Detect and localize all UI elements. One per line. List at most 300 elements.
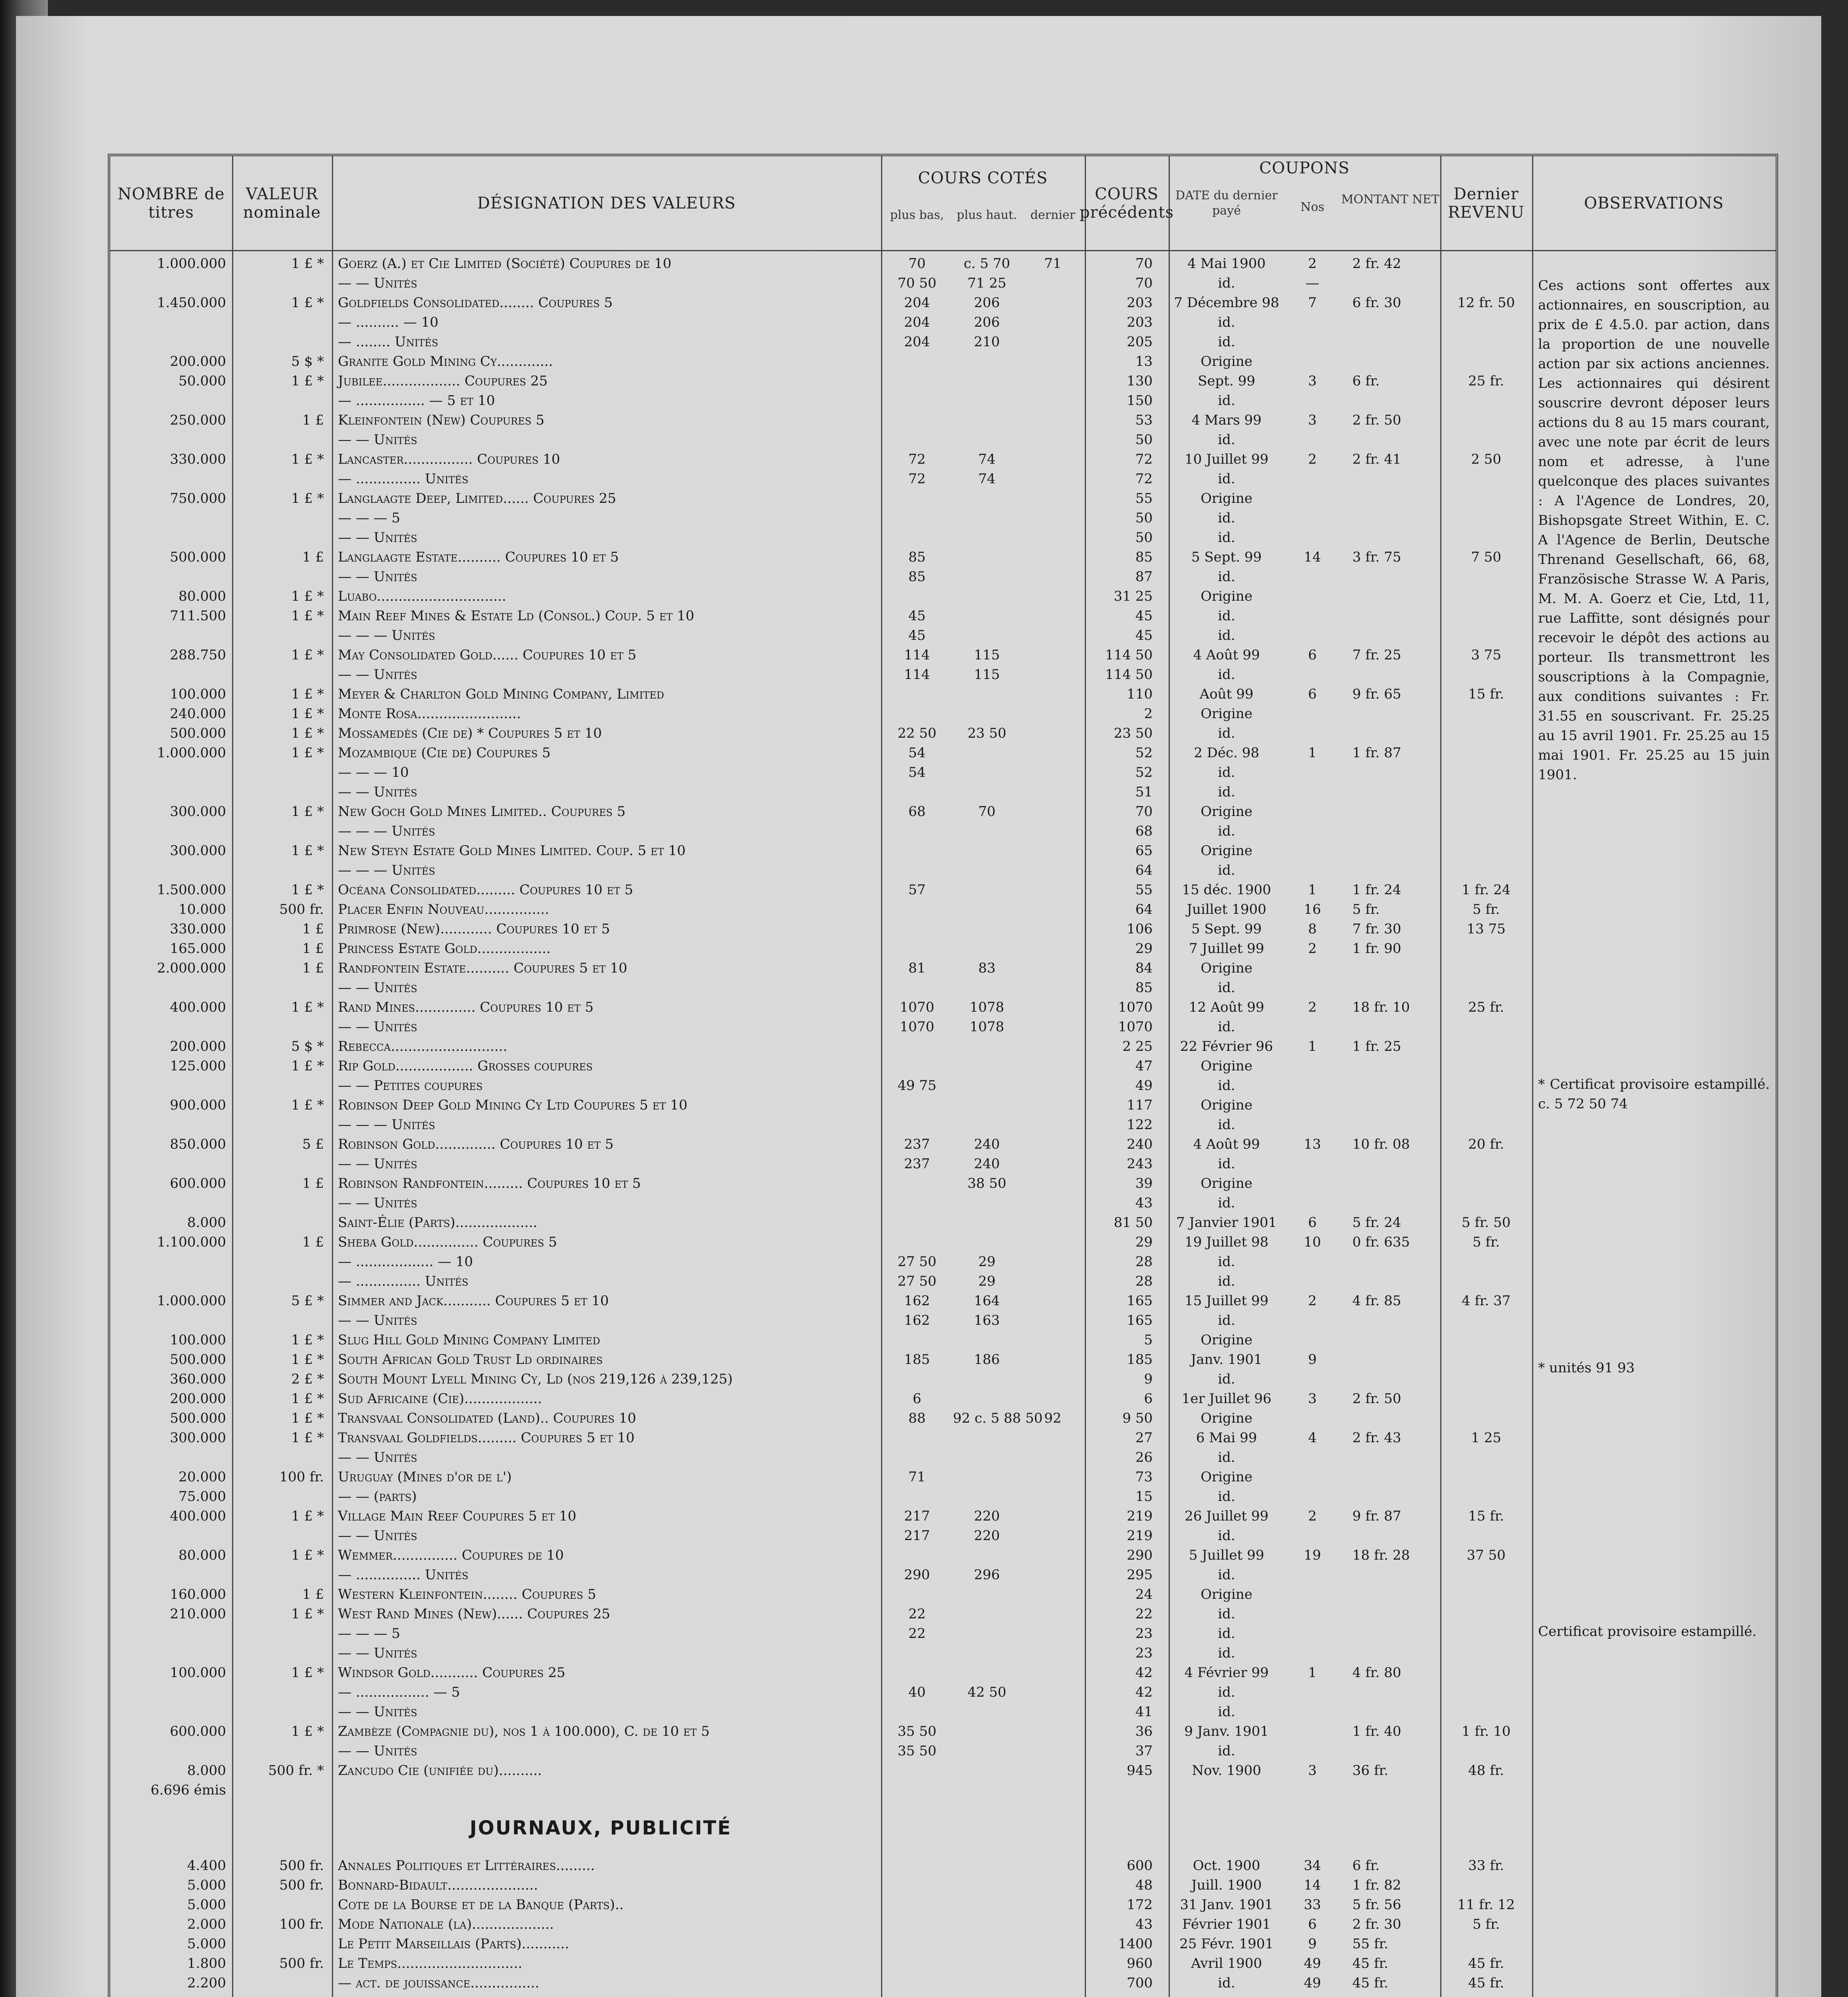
cell-des: Luabo..............................	[338, 588, 506, 604]
table-row	[110, 1781, 1776, 1800]
cell-nb: 200.000	[170, 1038, 226, 1054]
table-row	[110, 1311, 1776, 1330]
cell-des: South Mount Lyell Mining Cy, Ld (nos 219,126 à 239,125)	[338, 1371, 733, 1387]
cell-des: — ................ — 5 et 10	[338, 393, 495, 409]
cell-nb: 4.400	[187, 1858, 226, 1874]
cell-prec: 29	[1135, 941, 1153, 957]
cell-date: 9 Janv. 1901	[1184, 1723, 1269, 1739]
cell-rev: 5 fr.	[1472, 1234, 1500, 1250]
cell-nb: 8.000	[187, 1763, 226, 1779]
cell-nb: 1.000.000	[157, 1293, 226, 1309]
table-row	[110, 371, 1776, 391]
cell-des: — — Unités	[338, 1743, 417, 1759]
cell-haut: 74	[978, 451, 996, 467]
cell-val: 1 £ *	[291, 1508, 324, 1524]
table-row	[110, 1056, 1776, 1076]
cell-val: 500 fr. *	[268, 1763, 324, 1779]
cell-bas: 1070	[899, 1019, 935, 1035]
cell-date: Janv. 1901	[1191, 1352, 1262, 1368]
cell-prec: 28	[1135, 1254, 1153, 1270]
cell-prec: 31 25	[1114, 588, 1153, 604]
cell-prec: 42	[1135, 1684, 1153, 1700]
cell-nb: 75.000	[179, 1489, 226, 1505]
cell-haut: 70	[978, 804, 996, 820]
cell-des: Mozambique (Cie de) Coupures 5	[338, 745, 551, 761]
cell-date: 26 Juillet 99	[1184, 1508, 1269, 1524]
cell-date: id.	[1218, 1312, 1235, 1328]
cell-mnt: 45 fr.	[1352, 1975, 1388, 1991]
cell-prec: 945	[1127, 1763, 1153, 1779]
cell-des: — — Unités	[338, 1449, 417, 1465]
cell-nb: 2.000.000	[157, 960, 226, 976]
cell-mnt: 9 fr. 65	[1352, 686, 1401, 702]
cell-val: 1 £	[302, 1234, 324, 1250]
cell-rev: 5 fr.	[1472, 1916, 1500, 1932]
cell-des: May Consolidated Gold...... Coupures 10 et 5	[338, 647, 637, 663]
table-row	[110, 352, 1776, 371]
cell-val: 100 fr.	[279, 1916, 324, 1932]
cell-der: 92	[1044, 1410, 1062, 1426]
cell-val: 1 £ *	[291, 1391, 324, 1407]
cell-date: Origine	[1201, 1097, 1253, 1113]
table-row	[110, 1409, 1776, 1428]
cell-nb: 1.500.000	[157, 882, 226, 898]
cell-des: Robinson Deep Gold Mining Cy Ltd Coupures 5 et 10	[338, 1097, 688, 1113]
cell-nb: 200.000	[170, 353, 226, 369]
cell-nb: 20.000	[179, 1469, 226, 1485]
cell-date: Février 1901	[1182, 1916, 1271, 1932]
cell-prec: 172	[1127, 1897, 1153, 1913]
cell-date: 31 Janv. 1901	[1180, 1897, 1273, 1913]
cell-val: 100 fr.	[279, 1469, 324, 1485]
cell-des: Mode Nationale (la)...................	[338, 1916, 554, 1932]
cell-prec: 23	[1135, 1645, 1153, 1661]
cell-nb: 1.800	[187, 1955, 226, 1971]
cell-val: 1 £	[302, 412, 324, 428]
cell-date: id.	[1218, 275, 1235, 291]
cell-date: 4 Février 99	[1184, 1665, 1269, 1681]
cell-mnt: 1 fr. 25	[1352, 1038, 1401, 1054]
table-row	[110, 469, 1776, 489]
cell-mnt: 2 fr. 50	[1352, 1391, 1401, 1407]
table-row	[110, 430, 1776, 450]
table-row	[110, 1624, 1776, 1644]
cell-val: 1 £	[302, 960, 324, 976]
cell-prec: 70	[1135, 804, 1153, 820]
cell-des: — .......... — 10	[338, 314, 439, 330]
cell-prec: 24	[1135, 1586, 1153, 1602]
table-row	[110, 1546, 1776, 1565]
cell-nb: 10.000	[179, 901, 226, 917]
cell-nos: 19	[1304, 1547, 1321, 1563]
cell-nb: 2.200	[187, 1975, 226, 1991]
cell-date: Origine	[1201, 1332, 1253, 1348]
cell-des: Kleinfontein (New) Coupures 5	[338, 412, 545, 428]
cell-prec: 64	[1135, 862, 1153, 878]
cell-des: — — Unités	[338, 1195, 417, 1211]
cell-des: Le Petit Marseillais (Parts)...........	[338, 1936, 569, 1952]
cell-prec: 13	[1135, 353, 1153, 369]
cell-des: Windsor Gold........... Coupures 25	[338, 1665, 566, 1681]
cell-bas: 81	[908, 960, 926, 976]
cell-date: 15 déc. 1900	[1182, 882, 1271, 898]
cell-prec: 2 25	[1122, 1038, 1153, 1054]
cell-nos: 3	[1308, 373, 1317, 389]
cell-prec: 51	[1135, 784, 1153, 800]
cell-date: id.	[1218, 608, 1235, 624]
cell-rev: 5 fr.	[1472, 901, 1500, 917]
cell-des: — — — Unités	[338, 1117, 435, 1133]
cell-nb: 500.000	[170, 1410, 226, 1426]
cell-nb: 360.000	[170, 1371, 226, 1387]
cell-nb: 1.000.000	[157, 256, 226, 272]
cell-date: id.	[1218, 1117, 1235, 1133]
cell-rev: 15 fr.	[1468, 686, 1504, 702]
cell-des: Saint-Élie (Parts)...................	[338, 1215, 538, 1231]
cell-mnt: 3 fr. 75	[1352, 549, 1401, 565]
cell-haut: 206	[974, 314, 1000, 330]
cell-des: — — — 5	[338, 510, 401, 526]
cell-nos: 9	[1308, 1936, 1317, 1952]
cell-haut: 240	[974, 1136, 1000, 1152]
cell-val: 1 £ *	[291, 1606, 324, 1622]
cell-bas: 68	[908, 804, 926, 820]
cell-prec: 165	[1127, 1293, 1153, 1309]
cell-date: id.	[1218, 1371, 1235, 1387]
cell-prec: 185	[1127, 1352, 1153, 1368]
table-row	[110, 1272, 1776, 1291]
cell-nb: 2.000	[187, 1916, 226, 1932]
cell-haut: 92 c. 5 88 50	[953, 1410, 1043, 1426]
cell-nb: 288.750	[170, 647, 226, 663]
table-row	[110, 313, 1776, 332]
cell-bas: 49 75	[897, 1078, 937, 1094]
cell-date: 5 Sept. 99	[1191, 921, 1262, 937]
table-row	[110, 1350, 1776, 1370]
cell-bas: 1070	[899, 999, 935, 1015]
table-row	[110, 528, 1776, 548]
cell-haut: 1078	[969, 999, 1004, 1015]
cell-rev: 4 fr. 37	[1461, 1293, 1511, 1309]
cell-val: 5 £	[302, 1136, 324, 1152]
cell-mnt: 1 fr. 87	[1352, 745, 1401, 761]
cell-mnt: 45 fr.	[1352, 1955, 1388, 1971]
cell-mnt: 2 fr. 50	[1352, 412, 1401, 428]
table-row	[110, 293, 1776, 313]
cell-des: — — Unités	[338, 784, 417, 800]
cell-nos: 14	[1304, 1877, 1321, 1893]
table-row	[110, 822, 1776, 841]
cell-des: Zambèze (Compagnie du), nos 1 à 100.000), C. de 10 et 5	[338, 1723, 710, 1739]
cell-date: id.	[1218, 725, 1235, 741]
cell-des: — — Unités	[338, 1312, 417, 1328]
cell-nb: 125.000	[170, 1058, 226, 1074]
table-row	[110, 274, 1776, 293]
cell-mnt: 1 fr. 40	[1352, 1723, 1401, 1739]
cell-prec: 52	[1135, 764, 1153, 780]
cell-date: Origine	[1201, 1410, 1253, 1426]
cell-des: Transvaal Consolidated (Land).. Coupures 10	[338, 1410, 636, 1426]
cell-prec: 43	[1135, 1916, 1153, 1932]
table-row	[110, 1213, 1776, 1233]
cell-val: 5 $ *	[291, 1038, 324, 1054]
cell-prec: 1400	[1118, 1936, 1153, 1952]
cell-haut: 29	[978, 1254, 996, 1270]
cell-des: Robinson Gold.............. Coupures 10 et 5	[338, 1136, 614, 1152]
cell-bas: 54	[908, 764, 926, 780]
cell-nb: 200.000	[170, 1391, 226, 1407]
cell-val: 1 £ *	[291, 804, 324, 820]
cell-prec: 114 50	[1105, 667, 1153, 683]
cell-nos: 2	[1308, 1293, 1317, 1309]
cell-val: 1 £ *	[291, 295, 324, 311]
table-row	[110, 1876, 1776, 1895]
cell-date: 2 Déc. 98	[1194, 745, 1259, 761]
cell-rev: 25 fr.	[1468, 373, 1504, 389]
cell-bas: 40	[908, 1684, 926, 1700]
cell-bas: 114	[904, 667, 930, 683]
table-row	[110, 704, 1776, 724]
cell-des: Transvaal Goldfields......... Coupures 5 et 10	[338, 1430, 635, 1446]
cell-mnt: 0 fr. 635	[1352, 1234, 1410, 1250]
cell-date: id.	[1218, 627, 1235, 643]
cell-haut: 186	[974, 1352, 1000, 1368]
cell-des: Monte Rosa........................	[338, 706, 521, 722]
table-row	[110, 548, 1776, 567]
cell-des: — — Unités	[338, 1019, 417, 1035]
cell-nos: 6	[1308, 1215, 1317, 1231]
cell-prec: 55	[1135, 490, 1153, 506]
cell-des: Rebecca...........................	[338, 1038, 508, 1054]
table-row	[110, 489, 1776, 508]
cell-des: Mossamedès (Cie de) * Coupures 5 et 10	[338, 725, 602, 741]
table-row	[110, 450, 1776, 469]
cell-date: id.	[1218, 1195, 1235, 1211]
cell-nos: 3	[1308, 412, 1317, 428]
cell-des: — — Unités	[338, 980, 417, 996]
table-row	[110, 626, 1776, 645]
cell-prec: 600	[1127, 1858, 1153, 1874]
cell-date: id.	[1218, 1528, 1235, 1544]
cell-bas: 45	[908, 608, 926, 624]
cell-val: 1 £ *	[291, 1097, 324, 1113]
cell-des: Bonnard-Bidault.....................	[338, 1877, 538, 1893]
cell-date: id.	[1218, 432, 1235, 448]
cell-val: 500 fr.	[279, 1955, 324, 1971]
cell-nb: 50.000	[179, 373, 226, 389]
cell-date: id.	[1218, 530, 1235, 546]
cell-des: — — Unités	[338, 432, 417, 448]
cell-val: 1 £	[302, 941, 324, 957]
cell-prec: 6	[1144, 1391, 1153, 1407]
cell-des: — .................. — 10	[338, 1254, 473, 1270]
table-row	[110, 1291, 1776, 1311]
cell-nos: 6	[1308, 686, 1317, 702]
cell-prec: 205	[1127, 334, 1153, 350]
cell-date: id.	[1218, 1273, 1235, 1289]
newspaper-page	[16, 16, 1821, 1997]
cell-des: Rip Gold.................. Grosses coupures	[338, 1058, 593, 1074]
cell-val: 5 $ *	[291, 353, 324, 369]
cell-rev: 45 fr.	[1468, 1955, 1504, 1971]
cell-nb: 160.000	[170, 1586, 226, 1602]
table-row	[110, 1252, 1776, 1272]
cell-date: id.	[1218, 510, 1235, 526]
cell-rev: 15 fr.	[1468, 1508, 1504, 1524]
table-row	[110, 1174, 1776, 1193]
cell-mnt: 5 fr. 56	[1352, 1897, 1401, 1913]
table-row	[110, 1428, 1776, 1448]
cell-haut: 23 50	[967, 725, 1006, 741]
cell-date: id.	[1218, 667, 1235, 683]
cell-date: id.	[1218, 1743, 1235, 1759]
cell-bas: 185	[904, 1352, 930, 1368]
cell-val: 1 £ *	[291, 451, 324, 467]
cell-rev: 2 50	[1471, 451, 1501, 467]
cell-prec: 15	[1135, 1489, 1153, 1505]
cell-date: id.	[1218, 1254, 1235, 1270]
cell-date: Origine	[1201, 1469, 1253, 1485]
cell-des: West Rand Mines (New)...... Coupures 25	[338, 1606, 610, 1622]
table-row	[110, 1915, 1776, 1934]
header-plus-bas: plus bas,	[890, 208, 944, 222]
cell-date: id.	[1218, 862, 1235, 878]
cell-bas: 72	[908, 451, 926, 467]
cell-date: id.	[1218, 1489, 1235, 1505]
cell-des: Rand Mines.............. Coupures 10 et 5	[338, 999, 594, 1015]
cell-des: Langlaagte Deep, Limited...... Coupures 25	[338, 490, 616, 506]
cell-date: Origine	[1201, 843, 1253, 859]
cell-des: — ............... Unités	[338, 1273, 468, 1289]
table-row	[110, 880, 1776, 900]
header-dernier: dernier	[1030, 208, 1076, 222]
cell-des: — — — 5	[338, 1626, 401, 1642]
cell-date: id.	[1218, 1449, 1235, 1465]
table-row	[110, 411, 1776, 430]
cell-val: 1 £ *	[291, 706, 324, 722]
cell-bas: 22 50	[897, 725, 937, 741]
cell-nos: 3	[1308, 1763, 1317, 1779]
cell-prec: 122	[1127, 1117, 1153, 1133]
cell-date: Origine	[1201, 706, 1253, 722]
cell-des: — — Unités	[338, 569, 417, 585]
cell-des: — — (parts)	[338, 1489, 417, 1505]
cell-nb: 1.100.000	[157, 1234, 226, 1250]
cell-nb: 80.000	[179, 1547, 226, 1563]
cell-bas: 162	[904, 1312, 930, 1328]
cell-prec: 150	[1127, 393, 1153, 409]
cell-bas: 237	[904, 1156, 930, 1172]
cell-date: Origine	[1201, 804, 1253, 820]
cell-date: id.	[1218, 1704, 1235, 1720]
cell-mnt: 5 fr.	[1352, 901, 1380, 917]
cell-haut: 240	[974, 1156, 1000, 1172]
cell-val: 1 £ *	[291, 1665, 324, 1681]
table-row	[110, 802, 1776, 822]
cell-des: Village Main Reef Coupures 5 et 10	[338, 1508, 577, 1524]
table-row	[110, 959, 1776, 978]
cell-date: 25 Févr. 1901	[1179, 1936, 1274, 1952]
cell-val: 1 £ *	[291, 999, 324, 1015]
header-rule	[110, 250, 1776, 251]
cell-val: 1 £ *	[291, 882, 324, 898]
cell-date: id.	[1218, 334, 1235, 350]
cell-prec: 9	[1144, 1371, 1153, 1387]
cell-date: 5 Sept. 99	[1191, 549, 1262, 565]
cell-val: 1 £ *	[291, 843, 324, 859]
table-row	[110, 1193, 1776, 1213]
cell-nos: 49	[1304, 1975, 1321, 1991]
cell-prec: 39	[1135, 1175, 1153, 1191]
cell-date: Nov. 1900	[1192, 1763, 1261, 1779]
cell-prec: 55	[1135, 882, 1153, 898]
cell-des: Zancudo Cie (unifiée du)..........	[338, 1763, 542, 1779]
cell-bas: 54	[908, 745, 926, 761]
table-row	[110, 1233, 1776, 1252]
cell-des: Annales Politiques et Littéraires.........	[338, 1858, 595, 1874]
cell-des: — — Unités	[338, 1645, 417, 1661]
cell-date: Origine	[1201, 490, 1253, 506]
cell-haut: 115	[974, 647, 1000, 663]
cell-nos: 6	[1308, 1916, 1317, 1932]
table-row	[110, 1076, 1776, 1096]
cell-mnt: 4 fr. 85	[1352, 1293, 1401, 1309]
cell-bas: 6	[913, 1391, 921, 1407]
cell-val: 1 £ *	[291, 373, 324, 389]
cell-nos: 1	[1308, 1665, 1317, 1681]
cell-nb: 80.000	[179, 588, 226, 604]
header-observations: OBSERVATIONS	[1584, 194, 1724, 212]
table-row	[110, 1017, 1776, 1037]
cell-val: 1 £ *	[291, 1723, 324, 1739]
cell-bas: 217	[904, 1508, 930, 1524]
cell-mnt: 6 fr.	[1352, 373, 1380, 389]
cell-haut: 164	[974, 1293, 1000, 1309]
cell-nb: 300.000	[170, 843, 226, 859]
cell-prec: 165	[1127, 1312, 1153, 1328]
cell-mnt: 55 fr.	[1352, 1936, 1388, 1952]
cell-des: Wemmer............... Coupures de 10	[338, 1547, 564, 1563]
table-row	[110, 724, 1776, 743]
cell-date: id.	[1218, 393, 1235, 409]
cell-date: 10 Juillet 99	[1184, 451, 1269, 467]
cell-mnt: 2 fr. 30	[1352, 1916, 1401, 1932]
cell-val: 1 £ *	[291, 647, 324, 663]
cell-rev: 33 fr.	[1468, 1858, 1504, 1874]
cell-haut: c. 5 70	[963, 256, 1010, 272]
cell-prec: 23 50	[1114, 725, 1153, 741]
cell-prec: 22	[1135, 1606, 1153, 1622]
cell-prec: 43	[1135, 1195, 1153, 1211]
cell-date: id.	[1218, 1975, 1235, 1991]
cell-des: Meyer & Charlton Gold Mining Company, Limited	[338, 686, 664, 702]
cell-rev: 13 75	[1467, 921, 1506, 937]
cell-prec: 26	[1135, 1449, 1153, 1465]
cell-date: id.	[1218, 1645, 1235, 1661]
cell-nb: 1.000.000	[157, 745, 226, 761]
cell-nb: 210.000	[170, 1606, 226, 1622]
cell-nos: 7	[1308, 295, 1317, 311]
cell-des: South African Gold Trust Ld ordinaires	[338, 1352, 603, 1368]
cell-date: 4 Août 99	[1193, 647, 1260, 663]
cell-val: 500 fr.	[279, 1858, 324, 1874]
cell-date: Origine	[1201, 1586, 1253, 1602]
cell-rev: 1 fr. 24	[1461, 882, 1511, 898]
cell-nos: 2	[1308, 256, 1317, 272]
cell-prec: 70	[1135, 256, 1153, 272]
cell-bas: 72	[908, 471, 926, 487]
cell-nos: 1	[1308, 882, 1317, 898]
